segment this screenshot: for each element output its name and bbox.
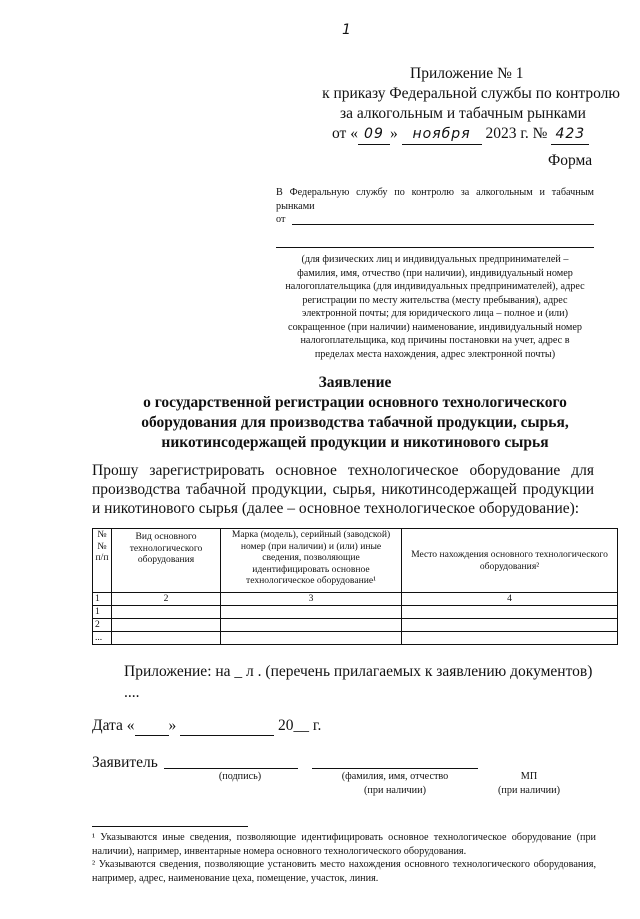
addressee-from: от [276,214,286,225]
title-line-3: оборудования для производства табачной продукции, сырья, [141,414,569,431]
signature-hint: (подпись) [218,771,262,782]
table-cell [402,606,618,619]
date-label: Дата « [92,717,135,734]
table-cell [221,632,402,645]
table-cell [112,632,221,645]
order-month: ноября [402,124,482,145]
date-month-blank [180,717,274,736]
header-cell-location: Место нахождения основного технологического оборудования² [402,529,618,593]
numbering-cell: 4 [402,593,618,606]
order-year: 2023 г. № [485,125,548,142]
numbering-cell: 1 [93,593,112,606]
appendix-block [300,64,620,145]
name-hint [320,770,470,797]
table-numbering-row [93,593,618,606]
table-cell [402,632,618,645]
date-close: » [168,717,177,734]
date-year: 20__ г. [278,717,322,734]
order-day: 09 [358,124,390,145]
date-line [92,717,321,736]
addressee-hint: (для физических лиц и индивидуальных предпринимателей – фамилия, имя, отчество (при наличии), индивидуальный номер налогоплательщика (для индивидуальных предпринимателей), адрес регистрации по месту жительства (месту пребывания), адрес электронной почты; для юридического лица – полное и (или) сокращенное (при наличии) наименование, индивидуальный номер налогоплательщика, код причины постановки на учет, адрес в пределах места нахождения, адрес электронной почты) [285,254,585,360]
table-cell [221,606,402,619]
table-header-row [93,529,618,593]
request-text: Прошу зарегистрировать основное технологическое оборудование для производства табачной продукции, сырья, никотинсодержащей продукции и никотинового сырья (далее – основное технологическое оборудование): [92,462,594,517]
title-line-4: никотинсодержащей продукции и никотинового сырья [161,434,549,451]
footnote-1: ¹ Указываются иные сведения, позволяющие идентифицировать основное технологическое оборудование (при наличии), например, инвентарные номера основного технологического оборудования. [92,832,596,857]
header-cell-type: Вид основного технологического оборудования [112,529,221,593]
table-row [93,619,618,632]
appendix-line-3: за алкогольным и табачным рынками [340,105,586,122]
appendix-line-1: Приложение № 1 [410,65,524,82]
numbering-cell: 3 [221,593,402,606]
table-cell [221,619,402,632]
appendix-line-2: к приказу Федеральной службы по контролю [322,85,620,102]
row-number: ... [93,632,112,645]
addressee-second-line [276,247,594,248]
stamp-hint-line-1: МП [520,771,538,782]
table-cell [112,619,221,632]
table-row [93,606,618,619]
row-number: 1 [93,606,112,619]
table-row [93,632,618,645]
signature-line [164,768,298,769]
header-cell-model: Марка (модель), серийный (заводской) номер (при наличии) и (или) иные сведения, позволяющие идентифицировать основное технологическое оборудование¹ [221,529,402,593]
table-cell [402,619,618,632]
applicant-label: Заявитель [92,754,158,771]
row-number: 2 [93,619,112,632]
addressee-from-line [292,224,594,225]
stamp-hint-line-2: (при наличии) [498,784,560,796]
title-line-1: Заявление [318,374,392,391]
date-prefix: от « [332,125,358,142]
name-hint-line-1: (фамилия, имя, отчество [341,771,449,782]
attachment-text: Приложение: на _ л . (перечень прилагаемых к заявлению документов) [124,663,593,680]
page-number: 1 [342,22,352,38]
name-line [312,768,478,769]
title-line-2: о государственной регистрации основного технологического [143,394,567,411]
attachment-dots: .... [124,684,140,701]
date-mid: » [389,125,398,142]
appendix-date-line [300,124,620,145]
name-hint-line-2: (при наличии) [364,784,426,796]
header-cell-number: № № п/п [93,529,112,593]
equipment-table [92,528,618,645]
footnote-separator [92,826,248,827]
order-number: 423 [551,124,589,145]
footnote-2: ² Указываются сведения, позволяющие установить место нахождения основного технологического оборудования, например, адрес, наименование цеха, помещение, участок, линия. [92,859,596,884]
document-title [92,373,618,453]
numbering-cell: 2 [112,593,221,606]
form-label: Форма [548,152,593,169]
date-day-blank [135,717,169,736]
table-cell [112,606,221,619]
addressee-line: В Федеральную службу по контролю за алкогольным и табачным рынками [276,187,594,212]
stamp-hint [484,770,574,797]
